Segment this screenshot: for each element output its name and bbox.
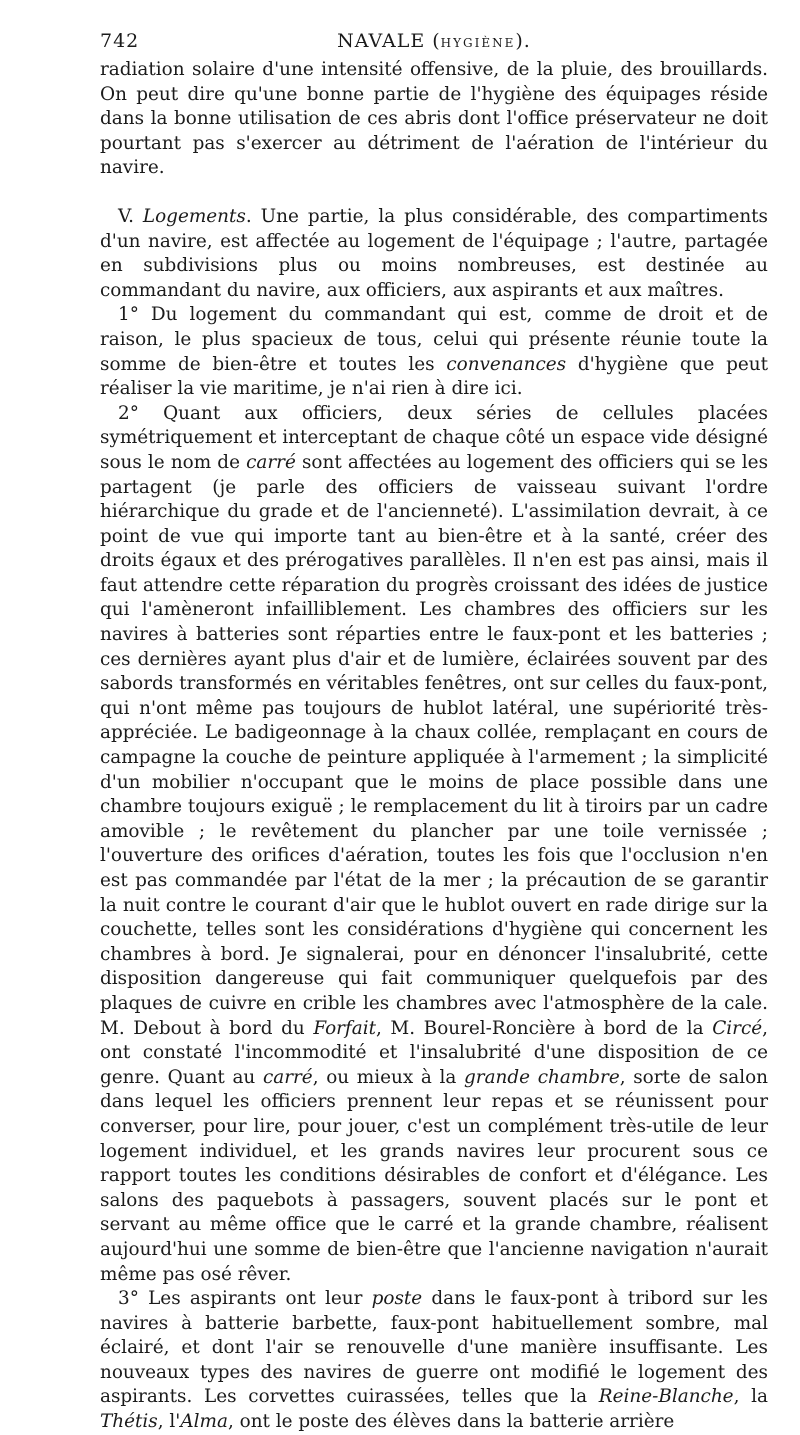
paragraph-officiers-text-6: , sorte de salon dans lequel les officiers prennent leur repas et se réunissent pour converser, pour lire, pour jouer, c'est un complément très-utile de leur logement individuel, et les grands navires leur procurent sous ce rapport toutes les conditions désirables de confort et d'élégance. Les salons des paquebots à passagers, souvent placés sur le pont et servant au même office que le carré et la grande chambre, réalisent aujourd'hui une somme de bien-être que l'ancienne navigation n'aurait même pas osé rêver. <box>100 1066 768 1285</box>
section-number: V. <box>118 205 143 227</box>
italic-term-convenances: convenances <box>446 353 567 375</box>
header-paren-open: ( <box>425 30 441 52</box>
paragraph-continuation <box>100 58 768 181</box>
paragraph-officiers-text-4: , ont constaté l'incommodité et l'insalubrité d'une disposition de ce genre. Quant au <box>100 1017 768 1088</box>
italic-ship-circe: Circé <box>712 1017 763 1039</box>
header-paren-close: ). <box>515 30 531 52</box>
paragraph-aspirants-text-5: , ont le poste des élèves dans la batterie arrière <box>227 1411 675 1433</box>
italic-term-grande-chambre: grande chambre <box>464 1066 620 1088</box>
italic-ship-alma: Alma <box>180 1411 228 1433</box>
header-title <box>100 30 768 52</box>
italic-ship-reine-blanche: Reine-Blanche <box>598 1386 734 1408</box>
paragraph-commandant <box>100 303 768 401</box>
italic-term-carre: carré <box>246 451 296 473</box>
paragraph-logements <box>100 205 768 303</box>
header-title-smallcaps: HYGIÈNE <box>440 36 516 50</box>
paragraph-aspirants <box>100 1287 768 1435</box>
paragraph-logements-text: . Une partie, la plus considérable, des compartiments d'un navire, est affectée au logement de l'équipage ; l'autre, partagée en subdivisions plus ou moins nombreuses, est destinée au commandant du navire, aux officiers, aux aspirants et aux maîtres. <box>100 205 768 301</box>
paragraph-officiers <box>100 402 768 1287</box>
page-number: 742 <box>100 30 140 52</box>
paragraph-officiers-text-2: sont affectées au logement des officiers qui se les partagent (je parle des officiers de vaisseau suivant l'ordre hiérarchique du grade et de l'ancienneté). L'assimilation devrait, à ce point de vue qui importe tant au bien-être et à la santé, créer des droits égaux et des prérogatives parallèles. Il n'en est pas ainsi, mais il faut attendre cette réparation du progrès croissant des idées de justice qui l'amèneront infailliblement. Les chambres des officiers sur les navires à batteries sont réparties entre le faux-pont et les batteries ; ces dernières ayant plus d'air et de lumière, éclairées souvent par des sabords transformés en véritables fenêtres, ont sur celles du faux-pont, qui n'ont même pas toujours de hublot latéral, une supériorité très-appréciée. Le badigeonnage à la chaux collée, remplaçant en cours de campagne la couche de peinture appliquée à l'armement ; la simplicité d'un mobilier n'occupant que le moins de place possible dans une chambre toujours exiguë ; le remplacement du lit à tiroirs par un cadre amovible ; le revêtement du plancher par une toile vernissée ; l'ouverture des orifices d'aération, toutes les fois que l'occlusion n'en est pas commandée par l'état de la mer ; la précaution de se garantir la nuit contre le courant d'air que le hublot ouvert en rade dirige sur la couchette, telles sont les considérations d'hygiène qui concernent les chambres à bord. Je signalerai, pour en dénoncer l'insalubrité, cette disposition dangereuse qui fait communiquer quelquefois par des plaques de cuivre en crible les chambres avec l'atmosphère de la cale. M. Debout à bord du <box>100 451 769 1039</box>
body-text <box>100 58 768 1435</box>
paragraph-aspirants-text-2: dans le faux-pont à tribord sur les navires à batterie barbette, faux-pont habituellement sombre, mal éclairé, et dont l'air se renouvelle d'une manière insuffisante. Les nouveaux types des navires de guerre ont modifié le logement des aspirants. Les corvettes cuirassées, telles que la <box>100 1288 768 1408</box>
italic-term-poste: poste <box>371 1288 423 1310</box>
paragraph-officiers-text-5: , ou mieux à la <box>312 1066 465 1088</box>
italic-term-carre-2: carré <box>262 1066 313 1088</box>
book-page <box>100 30 768 1435</box>
italic-ship-forfait: Forfait <box>313 1017 376 1039</box>
section-title: Logements <box>142 205 246 227</box>
paragraph-aspirants-text-4: , l' <box>157 1411 181 1433</box>
header-title-main: NAVALE <box>337 30 426 52</box>
paragraph-commandant-text-1: 1° Du logement du commandant qui est, comme de droit et de raison, le plus spacieux de tous, celui qui présente réunie toute la somme de bien-être et toutes les <box>100 304 768 375</box>
paragraph-aspirants-text-3: , la <box>733 1386 768 1408</box>
italic-ship-thetis: Thétis <box>100 1411 158 1433</box>
paragraph-commandant-text-2: d'hygiène que peut réaliser la vie maritime, je n'ai rien à dire ici. <box>100 353 768 400</box>
running-head <box>100 30 768 58</box>
paragraph-officiers-text-3: , M. Bourel-Roncière à bord de la <box>375 1017 713 1039</box>
paragraph-officiers-text-1: 2° Quant aux officiers, deux séries de cellules placées symétriquement et interceptant de chaque côté un espace vide désigné sous le nom de <box>100 402 768 473</box>
paragraph-aspirants-text-1: 3° Les aspirants ont leur <box>118 1288 372 1310</box>
paragraph-continuation-text: radiation solaire d'une intensité offensive, de la pluie, des brouillards. On peut dire qu'une bonne partie de l'hygiène des équipages réside dans la bonne utilisation de ces abris dont l'office préservateur ne doit pourtant pas s'exercer au détriment de l'aération de l'intérieur du navire. <box>100 59 768 179</box>
